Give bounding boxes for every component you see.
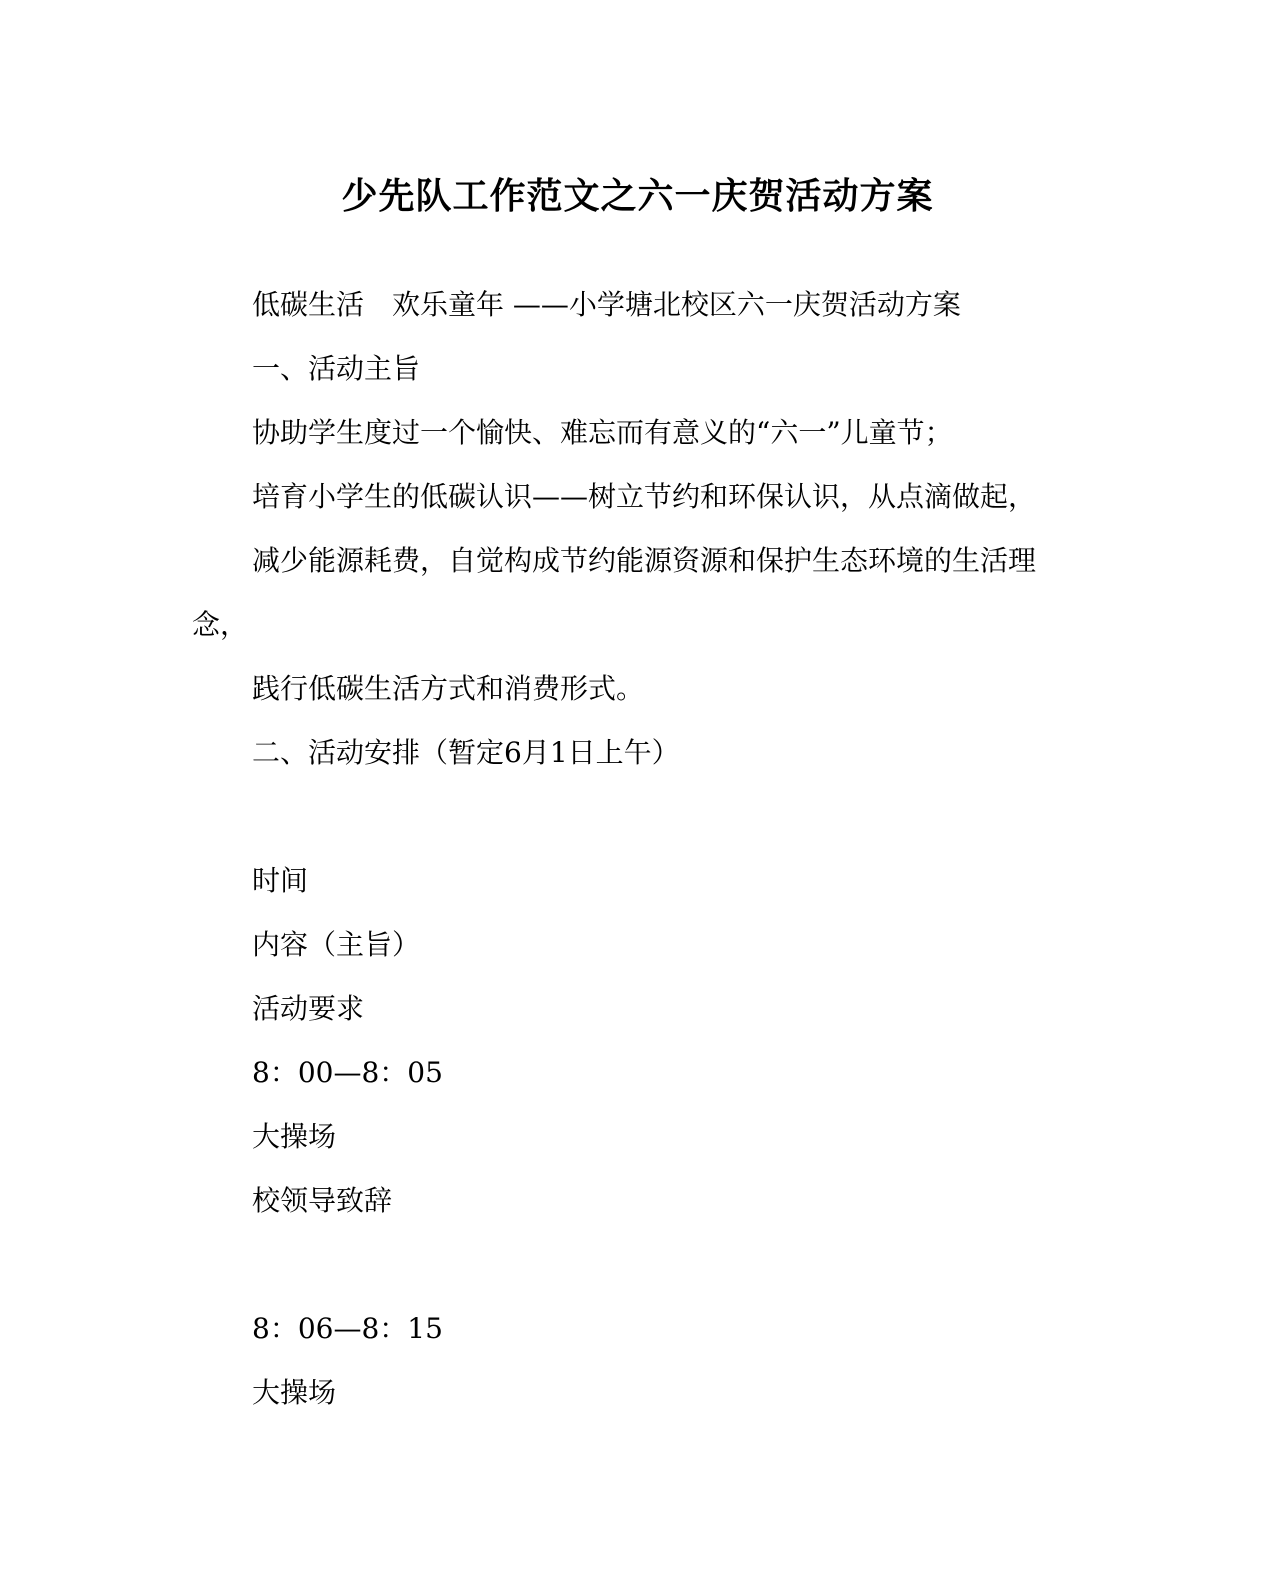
schedule-location: 大操场: [252, 1376, 337, 1409]
paragraph-line: 减少能源耗费，自觉构成节约能源资源和保护生态环境的生活理: [252, 544, 1037, 577]
section-heading-schedule: 二、活动安排（暂定6月1日上午）: [252, 736, 680, 769]
table-header-requirements: 活动要求: [252, 992, 365, 1025]
table-header-time: 时间: [252, 864, 309, 897]
paragraph-line: 协助学生度过一个愉快、难忘而有意义的“六一”儿童节；: [252, 416, 953, 449]
paragraph-line-continuation: 念，: [192, 608, 249, 641]
section-heading-purpose: 一、活动主旨: [252, 352, 421, 385]
schedule-activity: 校领导致辞: [252, 1184, 393, 1217]
document-title: 少先队工作范文之六一庆贺活动方案: [341, 175, 934, 217]
table-header-content: 内容（主旨）: [252, 928, 421, 961]
paragraph-line: 培育小学生的低碳认识——树立节约和环保认识，从点滴做起，: [252, 480, 1037, 513]
schedule-time: 8：00—8：05: [252, 1056, 443, 1089]
subtitle-line: 低碳生活 欢乐童年 ——小学塘北校区六一庆贺活动方案: [252, 288, 961, 321]
paragraph-line: 践行低碳生活方式和消费形式。: [252, 672, 645, 705]
schedule-time: 8：06—8：15: [252, 1312, 443, 1345]
schedule-location: 大操场: [252, 1120, 337, 1153]
